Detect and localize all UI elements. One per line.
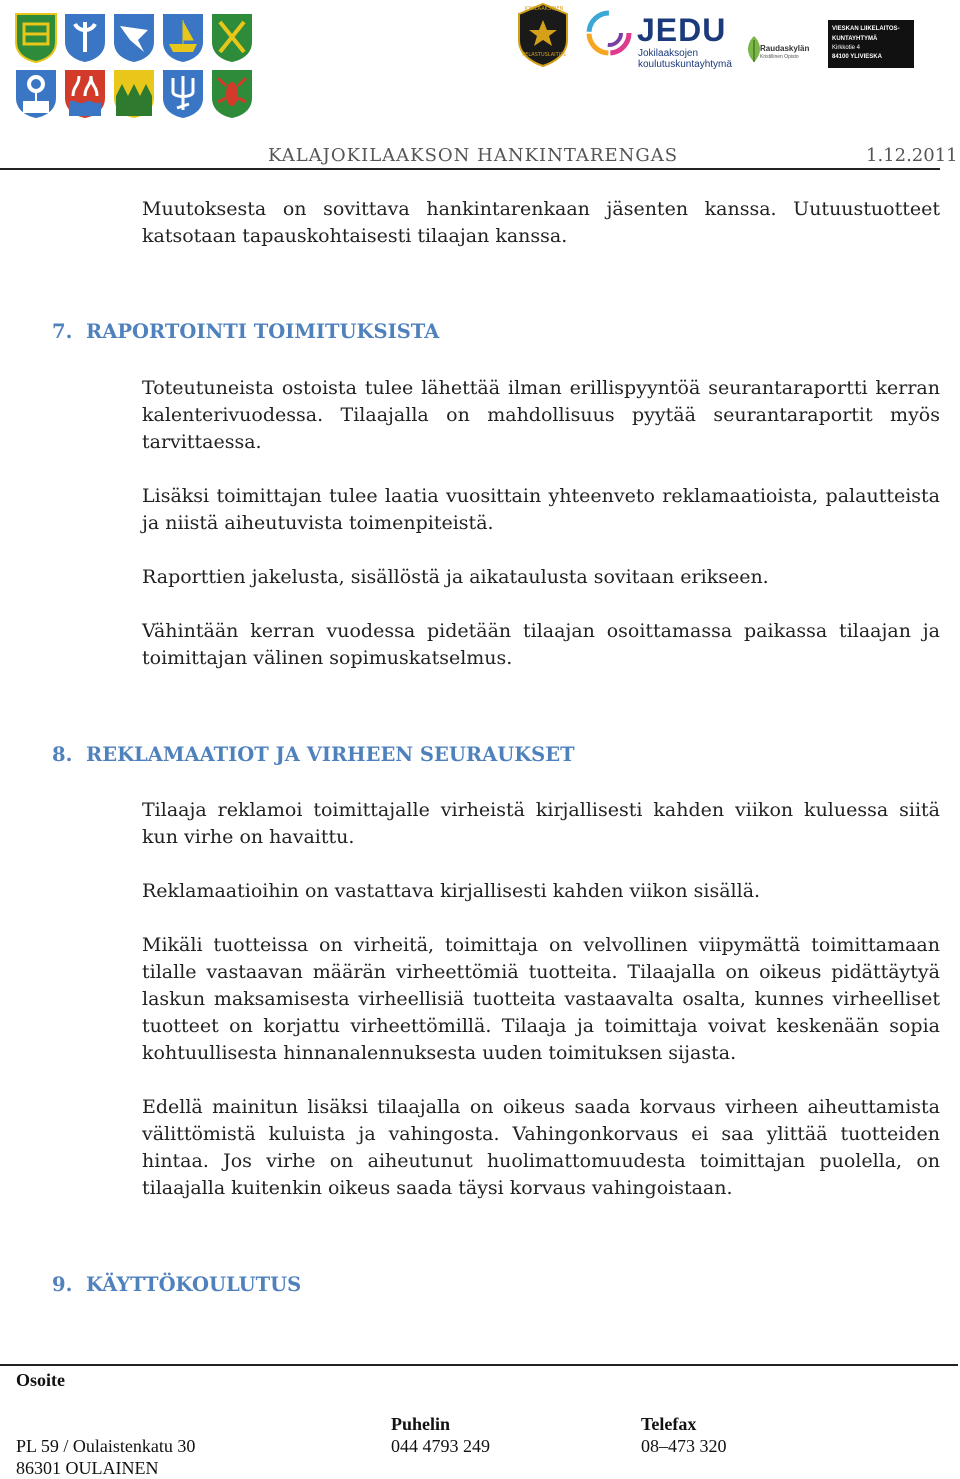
raudaskyla-text: Raudaskylän [760, 44, 810, 53]
crest-icon [63, 12, 107, 64]
crest-icon [161, 68, 205, 120]
section-8-heading [52, 743, 575, 766]
paragraph-report-summary: Lisäksi toimittajan tulee laatia vuosittain yhteenveto reklamaatioista, palautteista ja niistä aiheutuvista toimenpiteistä. [142, 485, 940, 534]
jedu-logo-text: JEDU [637, 12, 727, 48]
vieskan-logo [828, 20, 914, 68]
crest-icon [210, 68, 254, 120]
jedu-subtitle-1: Jokilaaksojen [638, 48, 699, 59]
raudaskyla-subtitle: Kristillinen Opisto [760, 54, 799, 60]
paragraph-compensation: Edellä mainitun lisäksi tilaajalla on oikeus saada korvaus virheen aiheuttamista välittömistä kuluista ja vahingosta. Vahingonkorvaus ei saa ylittää tuotteiden hintaa. Jos virhe on aiheutunut huolimattomuudesta toimittajan puolella, on tilaajalla kuitenkin oikeus saada täysi korvaus vahingoistaan. [142, 1096, 940, 1199]
section-7-heading [52, 320, 439, 343]
document-header-title: KALAJOKILAAKSON HANKINTARENGAS [268, 145, 679, 166]
document-header-date: 1.12.2011 [866, 145, 958, 166]
crest-icon [14, 68, 58, 120]
section-9-heading [52, 1273, 301, 1296]
section-9-title: KÄYTTÖKOULUTUS [86, 1273, 302, 1296]
footer-fax-number: 08–473 320 [641, 1436, 727, 1456]
vieskan-line-3: Kirkkotie 4 [832, 45, 861, 51]
footer-fax-label: Telefax [641, 1414, 697, 1434]
section-8-title: REKLAMAATIOT JA VIRHEEN SEURAUKSET [86, 743, 575, 766]
pelastuslaitos-text: PELASTUSLAITOS [522, 52, 566, 58]
paragraph-defects: Mikäli tuotteissa on virheitä, toimittaja on velvollinen viipymättä toimittamaan tilalle vastaavan määrän virheettömiä tuotteita. Tilaajalla on oikeus pidättäytyä laskun maksamisesta virheellisiä tuotteita vastaavalta osalta, kunnes virheelliset tuotteet on korjattu virheettömillä. Tilaaja ja toimittaja voivat keskenään sopia kohtuullisesta hinnanalennuksesta uuden toimituksen sijasta. [142, 934, 940, 1064]
paragraph-complaint-response: Reklamaatioihin on vastattava kirjallisesti kahden viikon sisällä. [142, 880, 761, 902]
paragraph-report-yearly: Toteutuneista ostoista tulee lähettää ilman erillispyyntöä seurantaraportti kerran kalenterivuodessa. Tilaajalla on mahdollisuus pyytää seurantaraportit myös tarvittaessa. [142, 377, 940, 453]
footer-divider [0, 1364, 958, 1366]
jokilaaksojen-text: JOKILAAKSOJEN [524, 6, 564, 12]
crest-icon [161, 12, 205, 64]
footer-address-label: Osoite [16, 1370, 65, 1390]
crest-icon [210, 12, 254, 64]
header-divider [0, 168, 940, 170]
crest-icon [112, 68, 156, 120]
crest-icon [14, 12, 58, 64]
paragraph-complaint: Tilaaja reklamoi toimittajalle virheistä kirjallisesti kahden viikon kuluessa siitä kun virhe on havaittu. [142, 799, 940, 848]
municipal-crests [14, 12, 264, 127]
paragraph-contract-review: Vähintään kerran vuodessa pidetään tilaajan osoittamassa paikassa tilaajan ja toimittajan välinen sopimuskatselmus. [142, 620, 940, 669]
section-7-title: RAPORTOINTI TOIMITUKSISTA [86, 320, 440, 343]
vieskan-line-2: KUNTAYHTYMÄ [832, 36, 878, 42]
vieskan-line-4: 84100 YLIVIESKA [832, 54, 882, 60]
section-9-number: 9. [52, 1273, 73, 1296]
section-8-number: 8. [52, 743, 73, 766]
jedu-subtitle-2: koulutuskuntayhtymä [638, 59, 732, 70]
footer-address-line-2: 86301 OULAINEN [16, 1458, 159, 1478]
crest-icon [63, 68, 107, 120]
paragraph-changes: Muutoksesta on sovittava hankintarenkaan jäsenten kanssa. Uutuustuotteet katsotaan tapauskohtaisesti tilaajan kanssa. [142, 198, 940, 247]
vieskan-line-1: VIESKAN LIIKELAITOS- [832, 26, 900, 32]
footer-address-line-1: PL 59 / Oulaistenkatu 30 [16, 1436, 196, 1456]
footer-phone-number: 044 4793 249 [391, 1436, 490, 1456]
crest-icon [112, 12, 156, 64]
jedu-swirl-icon [584, 8, 634, 58]
footer-phone-label: Puhelin [391, 1414, 451, 1434]
section-7-number: 7. [52, 320, 73, 343]
paragraph-report-distribution: Raporttien jakelusta, sisällöstä ja aikataulusta sovitaan erikseen. [142, 566, 769, 588]
